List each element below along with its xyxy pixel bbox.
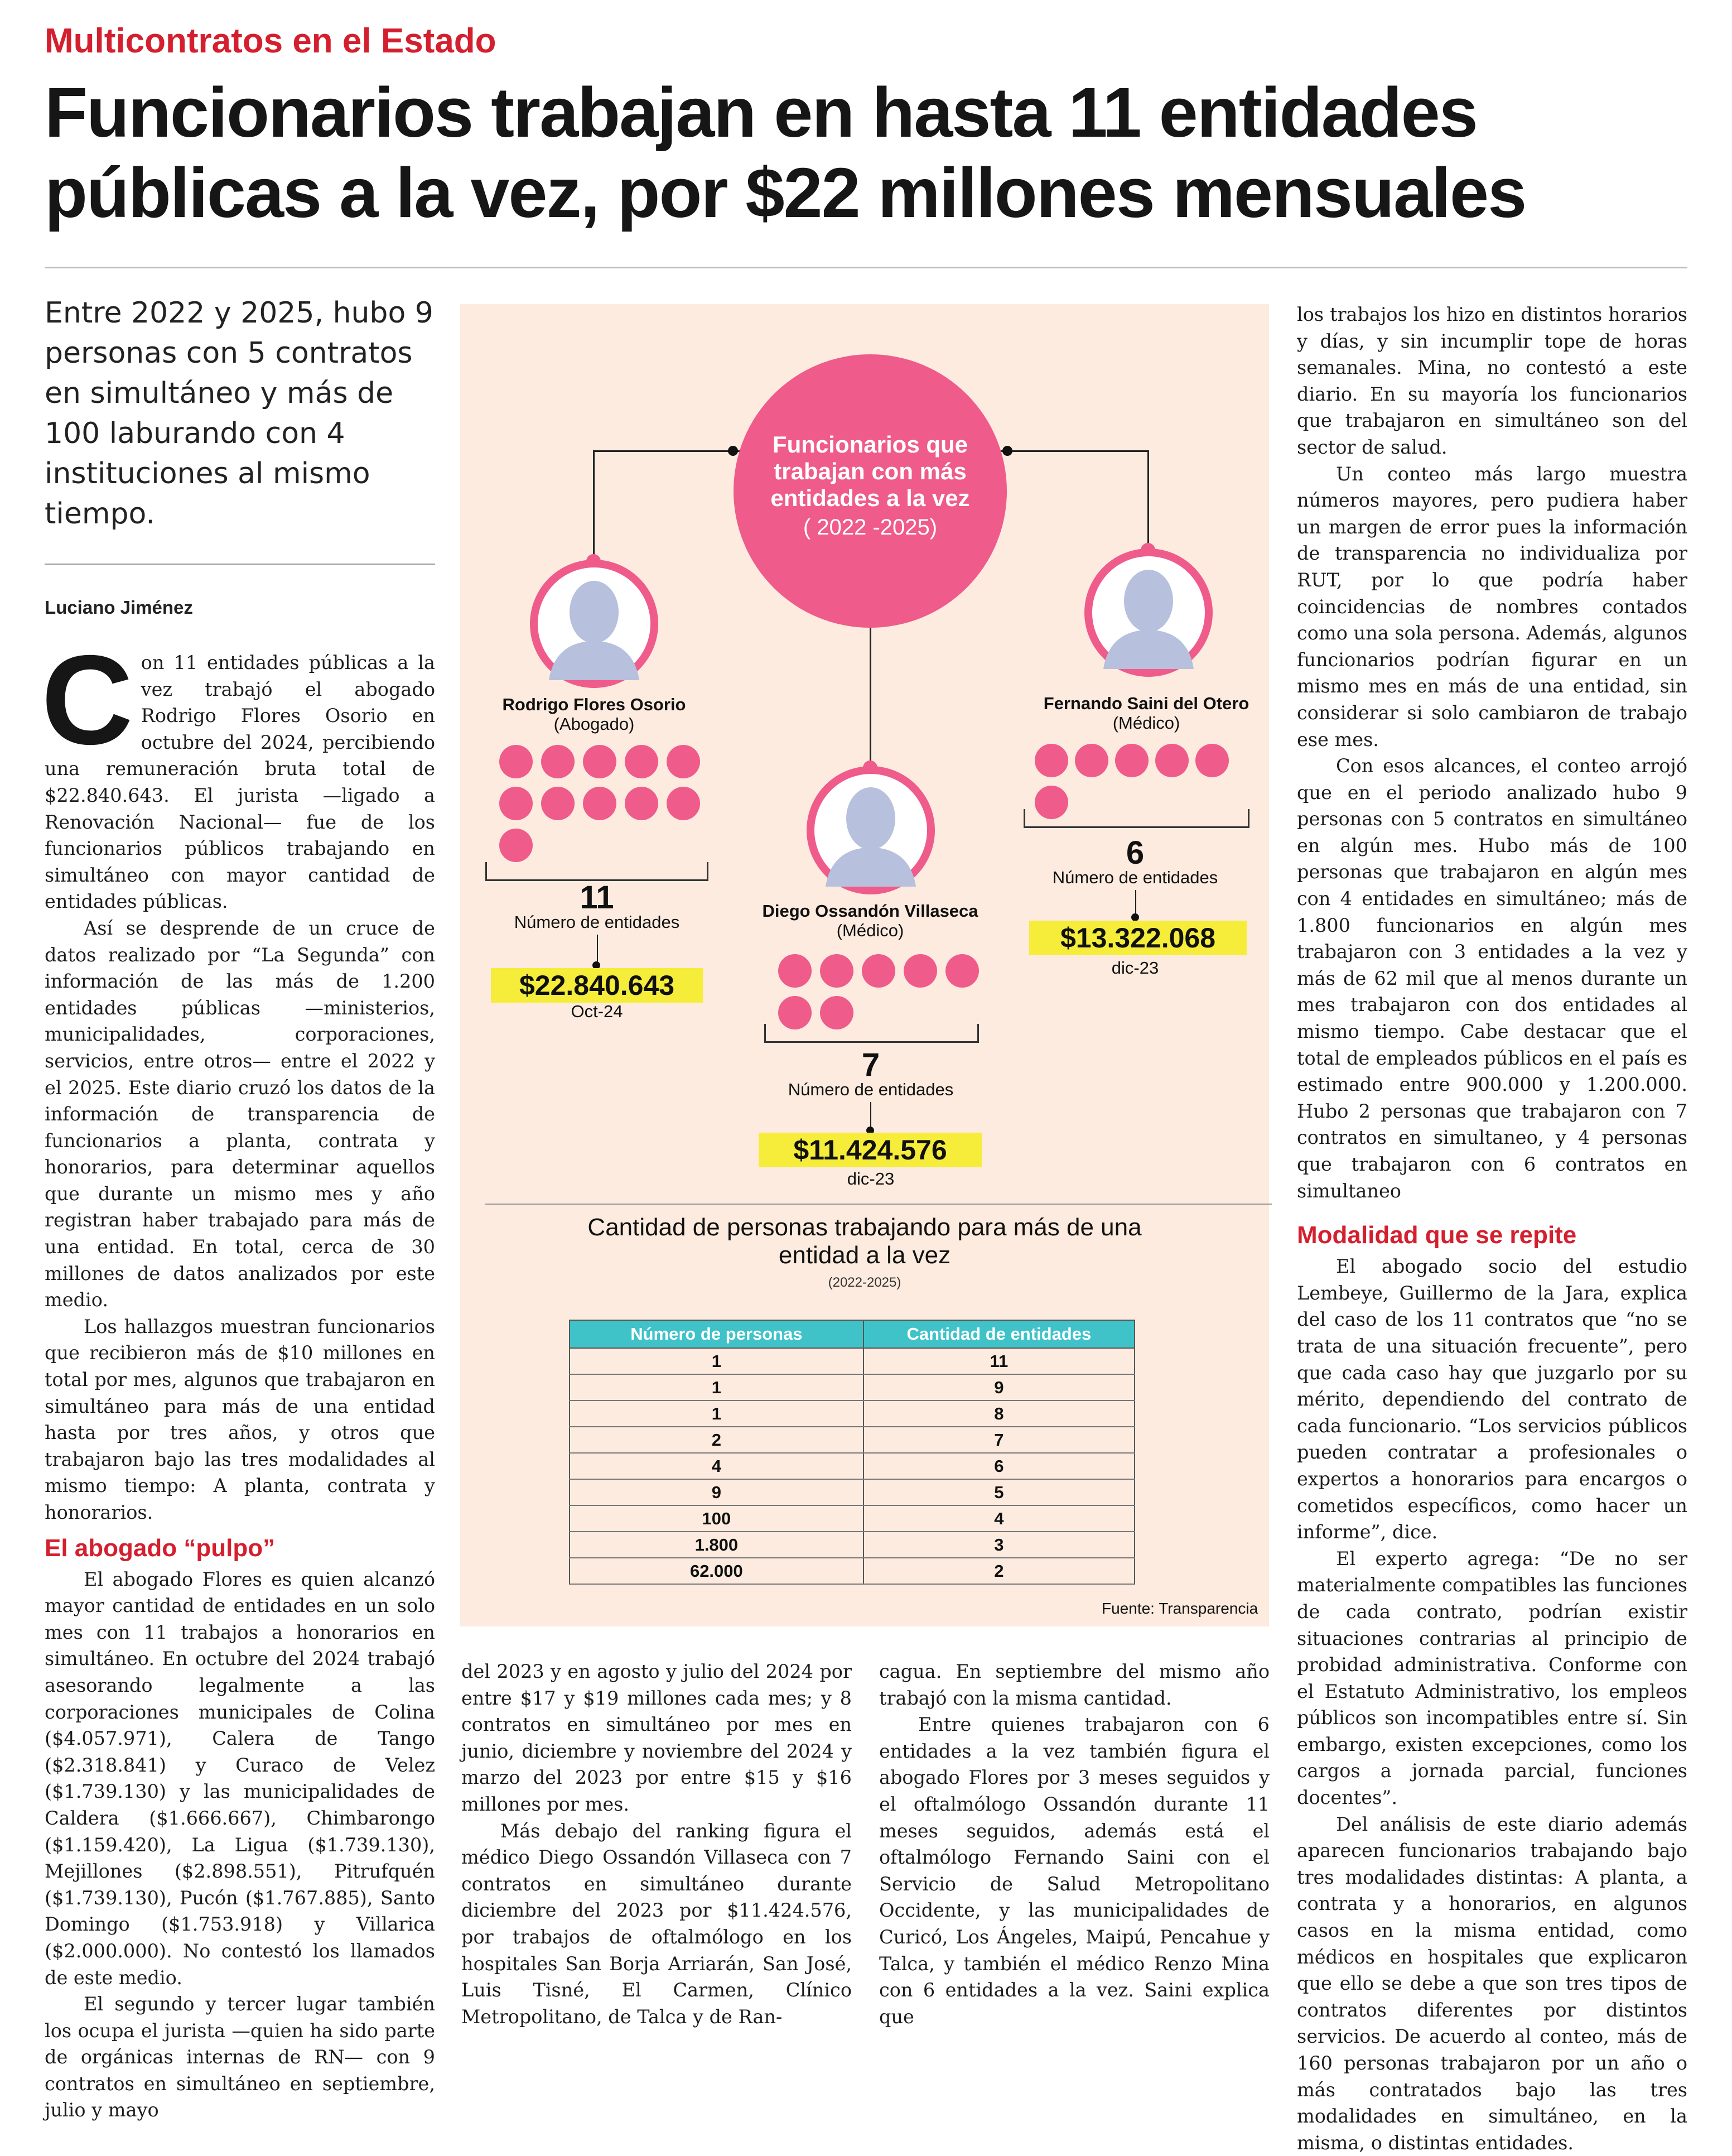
article-column-4	[1297, 301, 1687, 2156]
infographic	[460, 304, 1269, 1626]
avatar-saini	[1084, 548, 1213, 677]
paragraph: El segundo y tercer lugar también los ocupa el jurista —quien ha sido parte de orgánicas internas de RN— con 9 contratos en simultáneo en septiembre, julio y mayo	[45, 1993, 435, 2121]
entity-dot	[667, 745, 700, 778]
center-title: Funcionarios que trabajan con más entidades a la vez	[770, 431, 970, 511]
entity-dot	[583, 787, 616, 820]
paragraph: Con esos alcances, el conteo arrojó que en el periodo analizado hubo 9 personas con 5 contratos en simultáneo en algún mes. Hubo más de 100 personas que trabajaron en algún mes con 4 entidades en simultáneo; más de 1.800 funcionarios en algún mes trabajaron con 3 entidades a la vez y más de 62 mil que al menos durante un mes trabajaron con dos entidades al mismo tiempo. Cabe destacar que el total de empleados públicos en el país es estimado entre 900.000 y 1.200.000. Hubo 2 personas que trabajaron con 7 contratos en simultaneo, y 4 personas que trabajaron con 6 contratos en simultaneo	[1297, 755, 1687, 1202]
connector-line	[870, 622, 871, 773]
entity-dot	[862, 954, 895, 988]
paragraph: El abogado socio del estudio Lembeye, Guillermo de la Jara, explica del caso de los 11 contratos que “no se trata de una situación frecuente”, pero que cada caso hay que juzgarlo por su mérito, dependiendo del contrato de cada funcionario. “Los servicios públicos pueden contratar a profesionales o expertos a honorarios para encargos o cometidos específicos, como hacer un informe”, dice.	[1297, 1255, 1687, 1543]
entity-dot	[1035, 744, 1068, 777]
junction-dot	[1002, 446, 1012, 456]
table-cell: 6	[863, 1453, 1135, 1479]
paragraph: El experto agrega: “De no ser materialmente compatibles las funciones de cada contrato, podrían existir situaciones contrarias al principio de probidad administrativa. Conforme con el Estatuto Administrativo, los empleos públicos son incompatibles entre sí. Sin embargo, existen excepciones, como los cargos a jornada parcial, funciones docentes”.	[1297, 1547, 1687, 1809]
table-years: (2022-2025)	[828, 1275, 901, 1290]
headline: Funcionarios trabajan en hasta 11 entidades públicas a la vez, por $22 millones mensuales	[45, 73, 1526, 232]
deck-rule	[45, 564, 435, 565]
table-row	[570, 1348, 1135, 1374]
table-row	[570, 1374, 1135, 1401]
table-row	[570, 1453, 1135, 1479]
entities-table	[569, 1320, 1135, 1585]
entity-dot	[1075, 744, 1108, 777]
entity-dot	[499, 745, 533, 778]
connector-line	[593, 450, 595, 562]
table-cell: 1.800	[570, 1532, 863, 1558]
entity-count-label: Número de entidades	[1052, 868, 1218, 887]
amount-date: Oct-24	[571, 1002, 623, 1021]
table-cell: 7	[863, 1427, 1135, 1453]
table-row	[570, 1532, 1135, 1558]
table-row	[570, 1401, 1135, 1427]
table-cell: 3	[863, 1532, 1135, 1558]
source-note: Fuente: Transparencia	[1102, 1600, 1258, 1617]
paragraph: Más debajo del ranking figura el médico Diego Ossandón Villaseca con 7 contratos en simultáneo durante diciembre del 2023 por $11.424.576, por trabajos de oftalmólogo en los hospitales San Borja Arriarán, San José, Luis Tisné, El Carmen, Clínico Metropolitano, de Talca y de Ran-	[461, 1820, 852, 2028]
paragraph: Del análisis de este diario además aparecen funcionarios trabajando bajo tres modalidades distintas: A planta, a contrata y a honorarios, en algunos casos en la misma entidad, como médicos en hospitales que explicaron que ello se debe a que son tres tipos de contratos diferentes por distintos servicios. De acuerdo al conteo, más de 160 personas trabajaron por un año o más contratados bajo las tres modalidades en simultáneo, en la misma, o distintas entidades.	[1297, 1813, 1687, 2154]
paragraph: Los hallazgos muestran funcionarios que recibieron más de $10 millones en total por mes, algunos que trabajaron en simultáneo para más de una entidad hasta por tres años, y otros que trabajaron bajo las tres modalidades al mismo tiempo: A planta, contrata y honorarios.	[45, 1315, 435, 1523]
person-silhouette-icon	[1092, 556, 1205, 669]
person-name: Fernando Saini del Otero	[1043, 694, 1249, 713]
entity-dot	[499, 787, 533, 820]
table-cell: 8	[863, 1401, 1135, 1427]
table-header-cell: Número de personas	[570, 1320, 863, 1348]
entity-dot	[945, 954, 979, 988]
entity-dot	[625, 745, 658, 778]
table-cell: 1	[570, 1374, 863, 1401]
bracket	[764, 1024, 979, 1043]
subheading-pulpo: El abogado “pulpo”	[45, 1534, 276, 1562]
paragraph: Un conteo más largo muestra números mayores, pero pudiera haber un margen de error pues la información de transparencia no individualiza por RUT, por lo que podría haber coincidencias de nombres contados como una sola persona. Además, algunos funcionarios podrían figurar en un mismo mes en más de una entidad, sin considerar si solo cambiaron de trabajo ese mes.	[1297, 463, 1687, 750]
entity-dot	[667, 787, 700, 820]
avatar-flores	[530, 560, 658, 688]
header-rule	[45, 267, 1687, 268]
bracket	[1024, 809, 1249, 828]
amount-highlight: $11.424.576	[759, 1133, 982, 1167]
table-cell: 9	[863, 1374, 1135, 1401]
avatar-ossandon	[807, 766, 935, 894]
entity-dot	[541, 787, 575, 820]
center-years: ( 2022 -2025)	[803, 515, 938, 540]
entity-dot	[499, 829, 533, 862]
table-divider	[485, 1204, 1272, 1205]
paragraph: Con 11 entidades públicas a la vez trabajó el abogado Rodrigo Flores Osorio en octubre del 2024, percibiendo una remuneración bruta total de $22.840.643. El jurista —ligado a Renovación Nacional— fue de los funcionarios públicos trabajando en simultáneo con mayor cantidad de entidades públicas.	[41, 629, 435, 913]
article-column-2	[461, 1658, 852, 2030]
entity-dot	[1155, 744, 1189, 777]
junction-dot	[1131, 913, 1139, 921]
amount-highlight: $13.322.068	[1029, 921, 1247, 955]
table-row	[570, 1479, 1135, 1505]
entity-count: 11	[580, 879, 614, 916]
entity-count: 6	[1126, 835, 1145, 871]
connector-line	[1147, 450, 1149, 551]
section-kicker: Multicontratos en el Estado	[45, 22, 496, 60]
table-row	[570, 1427, 1135, 1453]
table-header-cell: Cantidad de entidades	[863, 1320, 1135, 1348]
entity-dot	[625, 787, 658, 820]
table-row	[570, 1558, 1135, 1584]
entity-dot	[904, 954, 937, 988]
entity-dot	[820, 954, 853, 988]
paragraph: del 2023 y en agosto y julio del 2024 por entre $17 y $19 millones cada mes; y 8 contratos en simultáneo por mes en junio, diciembre y noviembre del 2024 y marzo del 2023 por entre $15 y $16 millones por mes.	[461, 1661, 852, 1815]
table-cell: 2	[863, 1558, 1135, 1584]
amount-date: dic-23	[1111, 958, 1159, 978]
table-cell: 2	[570, 1427, 863, 1453]
paragraph: Así se desprende de un cruce de datos realizado por “La Segunda” con información de las más de 1.200 entidades públicas —ministerios, municipalidades, corporaciones, servicios, entre otros— entre el 2022 y el 2025. Este diario cruzó los datos de la información de transparencia de funcionarios a planta, contrata y honorarios, para determinar aquellos que durante un mismo mes y año registran haber trabajado para más de una entidad. En total, cerca de 30 millones de datos analizados por este medio.	[45, 917, 435, 1311]
paragraph: los trabajos los hizo en distintos horarios y días, y sin incumplir tope de horas semanales. Mina, no contestó a este diario. En su mayoría los funcionarios que trabajaron en simultáneo son del sector de salud.	[1297, 304, 1687, 458]
table-cell: 62.000	[570, 1558, 863, 1584]
amount-date: dic-23	[847, 1169, 895, 1188]
table-cell: 1	[570, 1401, 863, 1427]
entity-dot	[1195, 744, 1229, 777]
amount-highlight: $22.840.643	[491, 968, 703, 1003]
person-name: Rodrigo Flores Osorio	[502, 695, 686, 714]
person-role: (Médico)	[1112, 713, 1180, 733]
person-name: Diego Ossandón Villaseca	[762, 901, 978, 921]
table-title: Cantidad de personas trabajando para más de una entidad a la vez	[587, 1214, 1142, 1269]
paragraph: cagua. En septiembre del mismo año trabajó con la misma cantidad.	[879, 1661, 1270, 1709]
person-silhouette-icon	[814, 774, 927, 887]
article-column-1	[41, 629, 435, 2124]
byline: Luciano Jiménez	[45, 597, 193, 618]
junction-dot	[728, 446, 738, 456]
paragraph: El abogado Flores es quien alcanzó mayor cantidad de entidades en un solo mes con 11 trabajos a honorarios en simultáneo. En octubre del 2024 trabajó asesorando legalmente a las corporaciones municipales de Colina ($4.057.971), Calera de Tango ($2.318.841) y Curaco de Velez ($1.739.130) y las municipalidades de Caldera ($1.666.667), Chimbarongo ($1.159.420), La Ligua ($1.739.130), Mejillones ($2.898.551), Pitrufquén ($1.739.130), Pucón ($1.767.885), Santo Domingo ($1.753.918) y Villarica ($2.000.000). No contestó los llamados de este medio.	[45, 1568, 435, 1989]
paragraph: Entre quienes trabajaron con 6 entidades a la vez también figura el abogado Flores por 3 meses seguidos y el oftalmólogo Ossandón durante 11 meses seguidos, además está el oftalmólogo Fernando Saini con el Servicio de Salud Metropolitano Occidente, y las municipalidades de Curicó, Los Ángeles, Maipú, Pencahue y Talca, y también el médico Renzo Mina con 6 entidades a la vez. Saini explica que	[879, 1714, 1270, 2028]
entity-dot	[1115, 744, 1149, 777]
entity-count: 7	[861, 1047, 880, 1083]
bracket	[485, 862, 708, 881]
entity-count-label: Número de entidades	[788, 1080, 954, 1099]
article-column-3	[879, 1658, 1270, 2030]
deck: Entre 2022 y 2025, hubo 9 personas con 5 contratos en simultáneo y más de 100 laburando con 4 instituciones al mismo tiempo.	[45, 296, 433, 531]
person-silhouette-icon	[538, 567, 650, 680]
drop-cap: C	[41, 629, 133, 771]
subheading-modalidad: Modalidad que se repite	[1297, 1221, 1577, 1249]
table-header-row	[570, 1320, 1135, 1348]
person-role: (Médico)	[836, 921, 904, 940]
table-cell: 5	[863, 1479, 1135, 1505]
table-row	[570, 1505, 1135, 1532]
table-cell: 4	[863, 1505, 1135, 1532]
entity-dot	[778, 954, 812, 988]
table-cell: 11	[863, 1348, 1135, 1374]
table-cell: 4	[570, 1453, 863, 1479]
table-cell: 100	[570, 1505, 863, 1532]
entity-dot	[541, 745, 575, 778]
entity-count-label: Número de entidades	[514, 912, 680, 932]
entity-dot	[583, 745, 616, 778]
person-role: (Abogado)	[553, 714, 635, 734]
table-cell: 1	[570, 1348, 863, 1374]
table-cell: 9	[570, 1479, 863, 1505]
